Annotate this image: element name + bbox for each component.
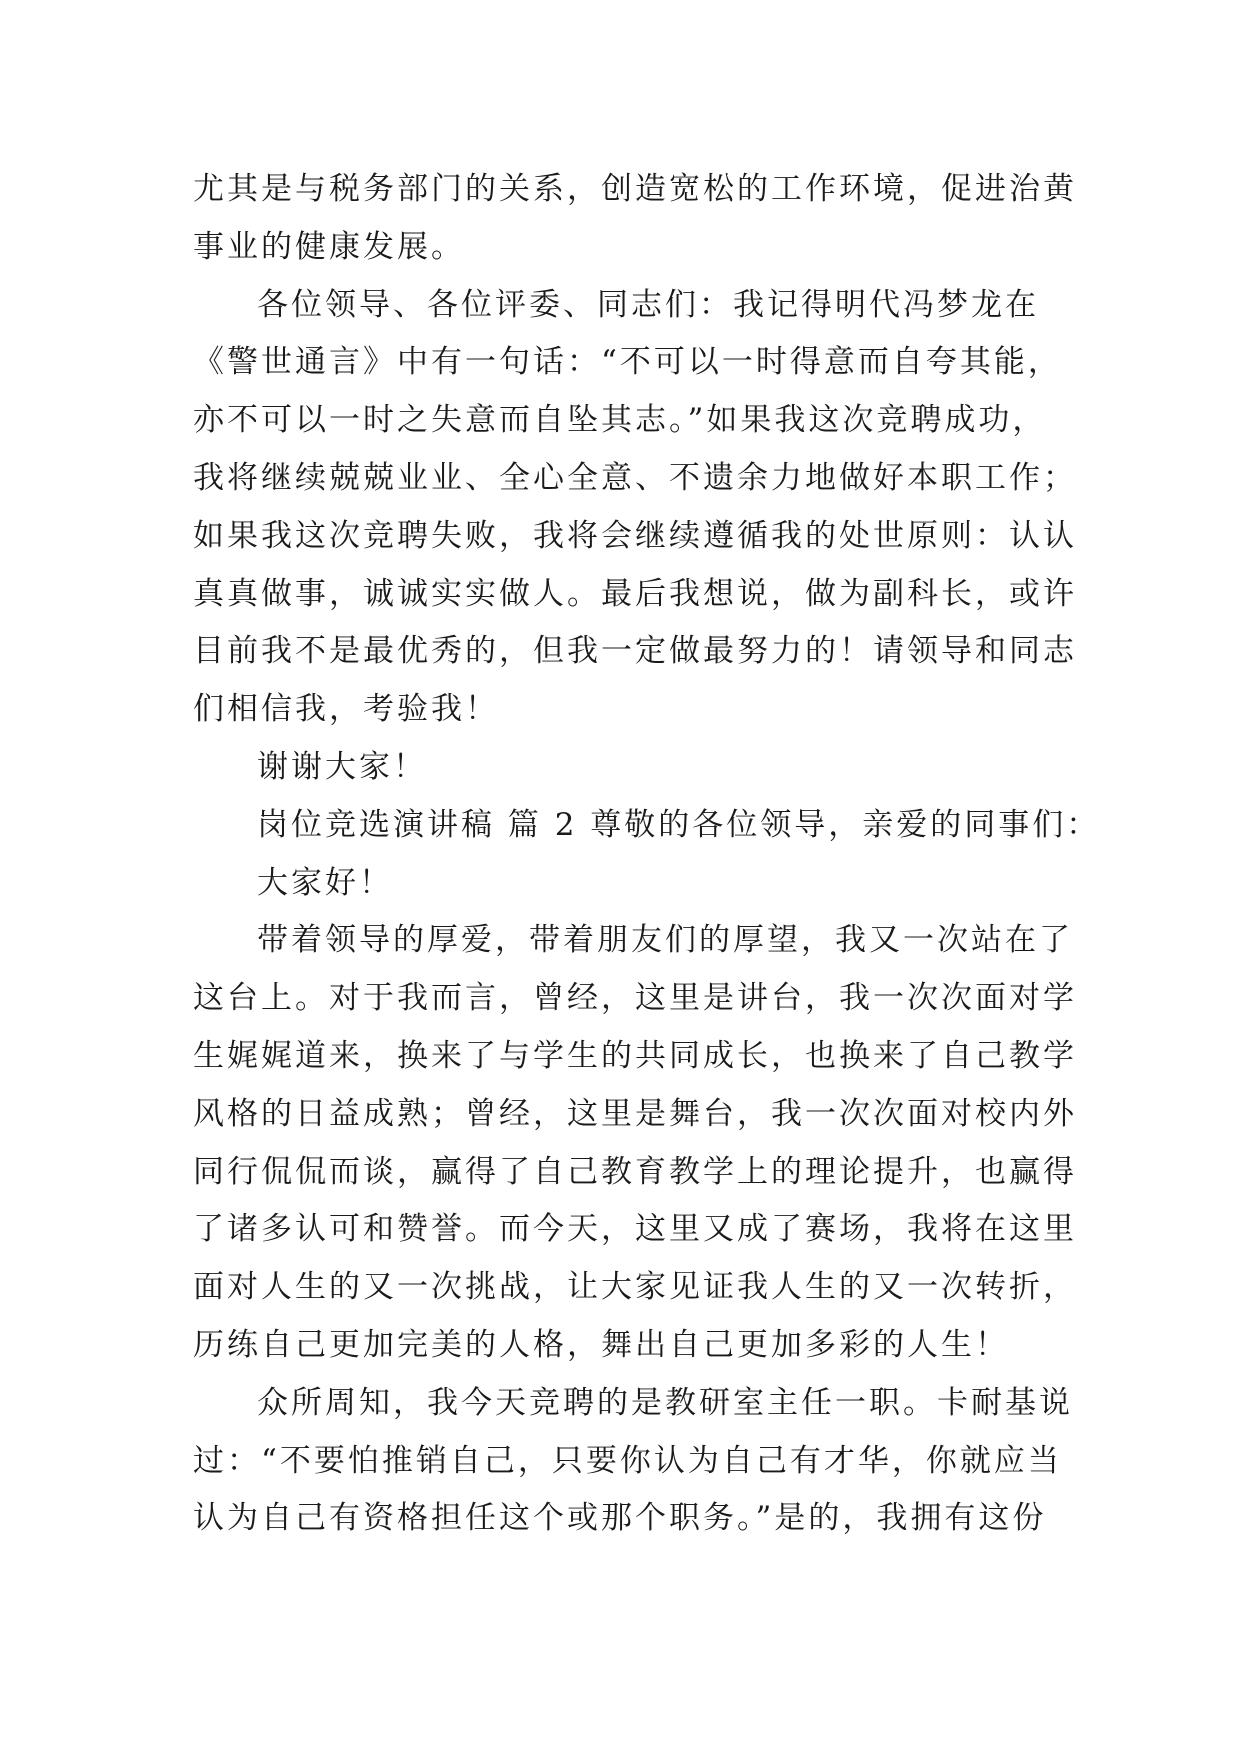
greeting-line: 大家好！ <box>257 864 393 901</box>
paragraph-first-line: 各位领导、各位评委、同志们：我记得明代冯梦龙在 <box>257 286 1039 323</box>
text-line: 这台上。对于我而言，曾经，这里是讲台，我一次次面对学 <box>193 980 1077 1017</box>
paragraph-first-line: 带着领导的厚爱，带着朋友们的厚望，我又一次站在了 <box>257 922 1073 959</box>
thanks-line: 谢谢大家！ <box>257 748 427 785</box>
paragraph-first-line: 众所周知，我今天竞聘的是教研室主任一职。卡耐基说 <box>257 1384 1073 1421</box>
text-line: 过：“不要怕推销自己，只要你认为自己有才华，你就应当 <box>193 1442 1062 1479</box>
text-line: 目前我不是最优秀的，但我一定做最努力的！请领导和同志 <box>193 633 1077 670</box>
text-line: 亦不可以一时之失意而自坠其志。”如果我这次竞聘成功， <box>193 402 1047 439</box>
text-line: 《警世通言》中有一句话：“不可以一时得意而自夸其能， <box>193 344 1062 381</box>
text-line: 面对人生的又一次挑战，让大家见证我人生的又一次转折， <box>193 1269 1077 1306</box>
text-line: 真真做事，诚诚实实做人。最后我想说，做为副科长，或许 <box>193 575 1077 612</box>
text-line: 了诸多认可和赞誉。而今天，这里又成了赛场，我将在这里 <box>193 1211 1077 1248</box>
text-line: 历练自己更加完美的人格，舞出自己更加多彩的人生！ <box>193 1326 1009 1363</box>
text-line: 同行侃侃而谈，赢得了自己教育教学上的理论提升，也赢得 <box>193 1153 1077 1190</box>
text-line: 风格的日益成熟；曾经，这里是舞台，我一次次面对校内外 <box>193 1095 1077 1132</box>
text-line: 生娓娓道来，换来了与学生的共同成长，也换来了自己教学 <box>193 1037 1077 1074</box>
text-line: 们相信我，考验我！ <box>193 691 499 728</box>
text-line: 如果我这次竞聘失败，我将会继续遵循我的处世原则：认认 <box>193 517 1077 554</box>
document-body <box>193 161 1101 1548</box>
section-heading-line: 岗位竞选演讲稿 篇 2 尊敬的各位领导，亲爱的同事们： <box>257 806 1101 843</box>
text-line: 尤其是与税务部门的关系，创造宽松的工作环境，促进治黄 <box>193 171 1077 207</box>
text-line: 认为自己有资格担任这个或那个职务。”是的，我拥有这份 <box>193 1500 1047 1537</box>
text-line: 我将继续兢兢业业、全心全意、不遗余力地做好本职工作； <box>193 459 1077 496</box>
text-line: 事业的健康发展。 <box>193 228 465 265</box>
